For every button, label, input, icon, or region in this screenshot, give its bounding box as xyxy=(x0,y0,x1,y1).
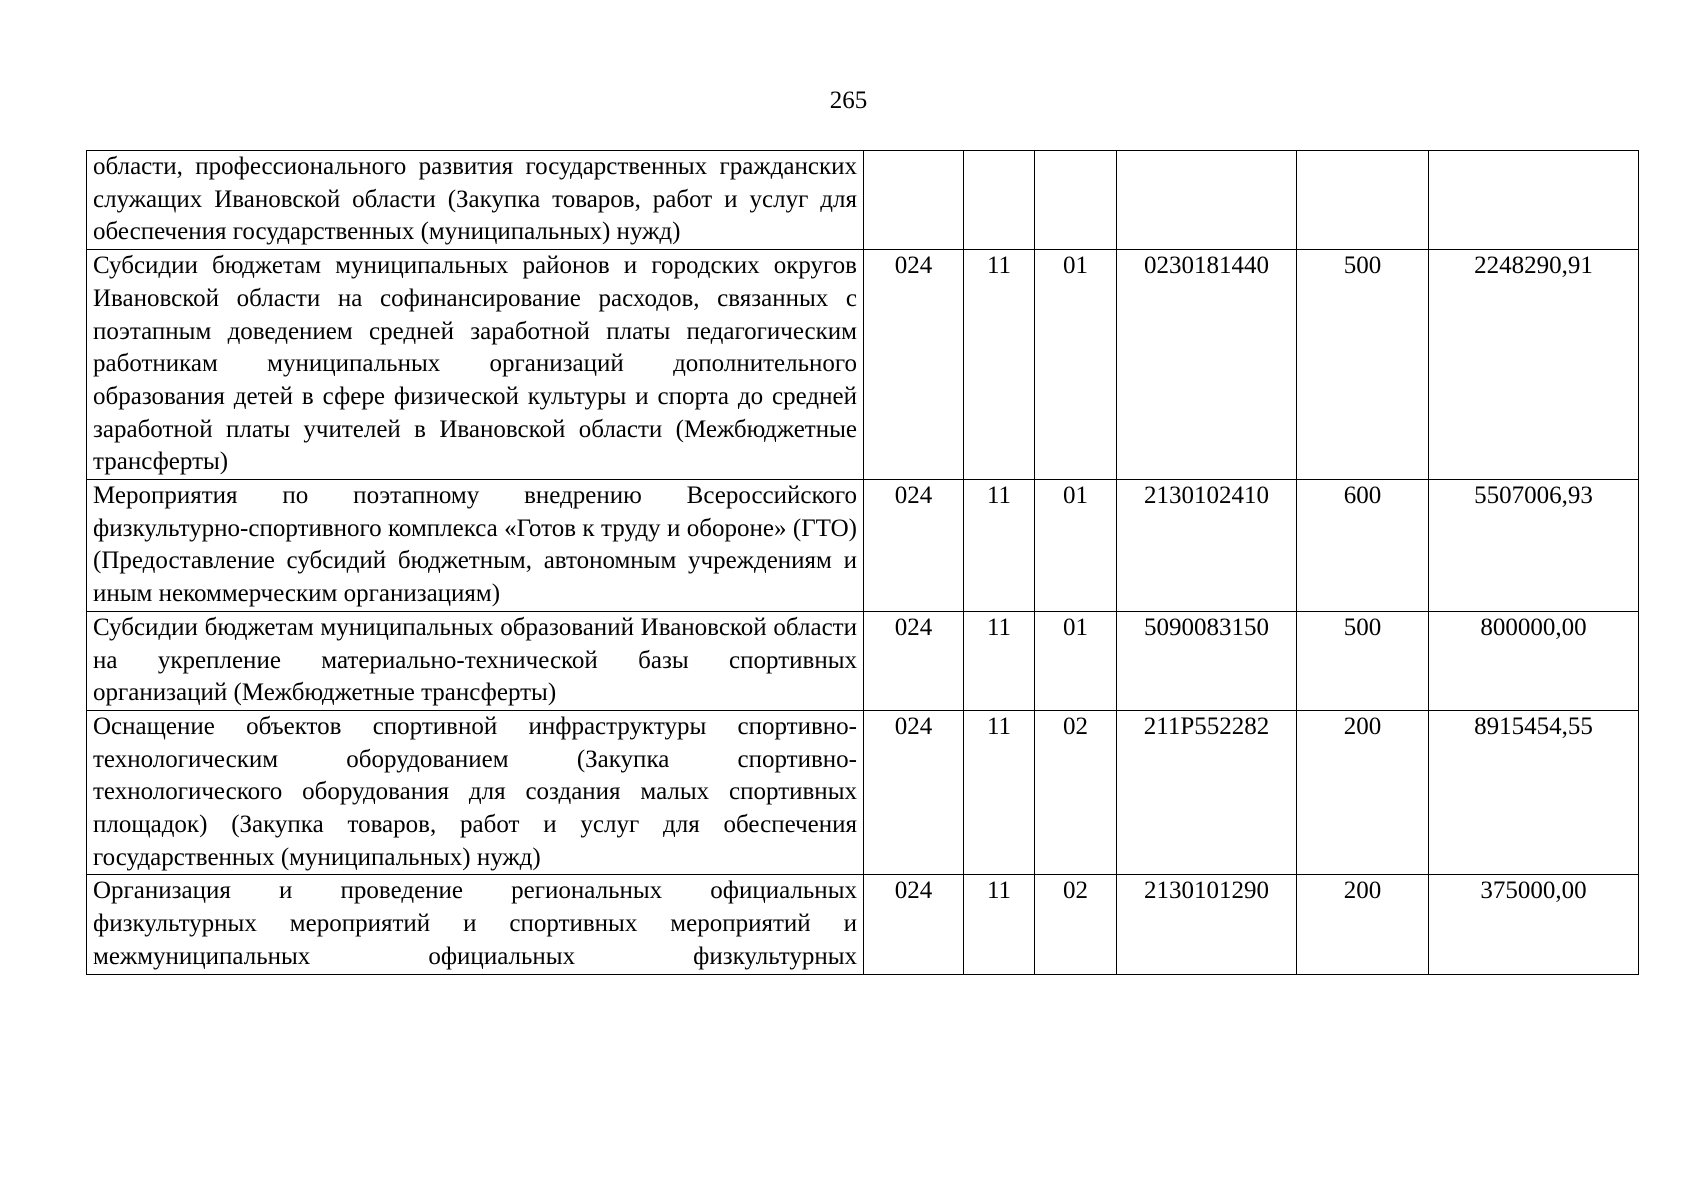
subsection-cell: 02 xyxy=(1035,710,1117,875)
subsection-cell: 01 xyxy=(1035,480,1117,612)
ministry-code-cell: 024 xyxy=(864,611,964,710)
target-article-cell: 2130102410 xyxy=(1117,480,1297,612)
section-cell: 11 xyxy=(964,250,1035,480)
expense-type-cell: 200 xyxy=(1297,875,1429,974)
target-article-cell: 0230181440 xyxy=(1117,250,1297,480)
section-cell: 11 xyxy=(964,480,1035,612)
row-description: Мероприятия по поэтапному внедрению Всероссийского физкультурно-спортивного комплекса «Готов к труду и обороне» (ГТО) (Предоставление субсидий бюджетным, автономным учреждениям и иным некоммерческим организациям) xyxy=(87,480,864,612)
target-article-cell: 211P552282 xyxy=(1117,710,1297,875)
expense-type-cell: 500 xyxy=(1297,611,1429,710)
amount-cell: 5507006,93 xyxy=(1429,480,1639,612)
row-description: Субсидии бюджетам муниципальных районов и городских округов Ивановской области на софинансирование расходов, связанных с поэтапным доведением средней заработной платы педагогическим работникам муниципальных организаций дополнительного образования детей в сфере физической культуры и спорта до средней заработной платы учителей в Ивановской области (Межбюджетные трансферты) xyxy=(87,250,864,480)
expense-type-cell: 500 xyxy=(1297,250,1429,480)
section-cell: 11 xyxy=(964,710,1035,875)
budget-table xyxy=(86,150,1639,975)
table-row xyxy=(87,151,1639,250)
table-row xyxy=(87,710,1639,875)
target-article-cell: 5090083150 xyxy=(1117,611,1297,710)
section-cell xyxy=(964,151,1035,250)
row-description: Организация и проведение региональных официальных физкультурных мероприятий и спортивных мероприятий и межмуниципальных официальных физкультурных xyxy=(87,875,864,974)
page-number: 265 xyxy=(829,87,868,114)
table-row xyxy=(87,611,1639,710)
subsection-cell: 01 xyxy=(1035,611,1117,710)
subsection-cell: 02 xyxy=(1035,875,1117,974)
amount-cell: 2248290,91 xyxy=(1429,250,1639,480)
ministry-code-cell: 024 xyxy=(864,710,964,875)
ministry-code-cell: 024 xyxy=(864,480,964,612)
expense-type-cell xyxy=(1297,151,1429,250)
row-description: Субсидии бюджетам муниципальных образований Ивановской области на укрепление материально-технической базы спортивных организаций (Межбюджетные трансферты) xyxy=(87,611,864,710)
row-description: области, профессионального развития государственных гражданских служащих Ивановской области (Закупка товаров, работ и услуг для обеспечения государственных (муниципальных) нужд) xyxy=(87,151,864,250)
section-cell: 11 xyxy=(964,875,1035,974)
amount-cell xyxy=(1429,151,1639,250)
subsection-cell: 01 xyxy=(1035,250,1117,480)
table-row xyxy=(87,250,1639,480)
target-article-cell: 2130101290 xyxy=(1117,875,1297,974)
table-row xyxy=(87,480,1639,612)
table-row xyxy=(87,875,1639,974)
amount-cell: 800000,00 xyxy=(1429,611,1639,710)
expense-type-cell: 600 xyxy=(1297,480,1429,612)
ministry-code-cell: 024 xyxy=(864,250,964,480)
amount-cell: 375000,00 xyxy=(1429,875,1639,974)
amount-cell: 8915454,55 xyxy=(1429,710,1639,875)
expense-type-cell: 200 xyxy=(1297,710,1429,875)
section-cell: 11 xyxy=(964,611,1035,710)
ministry-code-cell: 024 xyxy=(864,875,964,974)
row-description: Оснащение объектов спортивной инфраструктуры спортивно-технологическим оборудованием (Закупка спортивно-технологического оборудования для создания малых спортивных площадок) (Закупка товаров, работ и услуг для обеспечения государственных (муниципальных) нужд) xyxy=(87,710,864,875)
target-article-cell xyxy=(1117,151,1297,250)
ministry-code-cell xyxy=(864,151,964,250)
subsection-cell xyxy=(1035,151,1117,250)
